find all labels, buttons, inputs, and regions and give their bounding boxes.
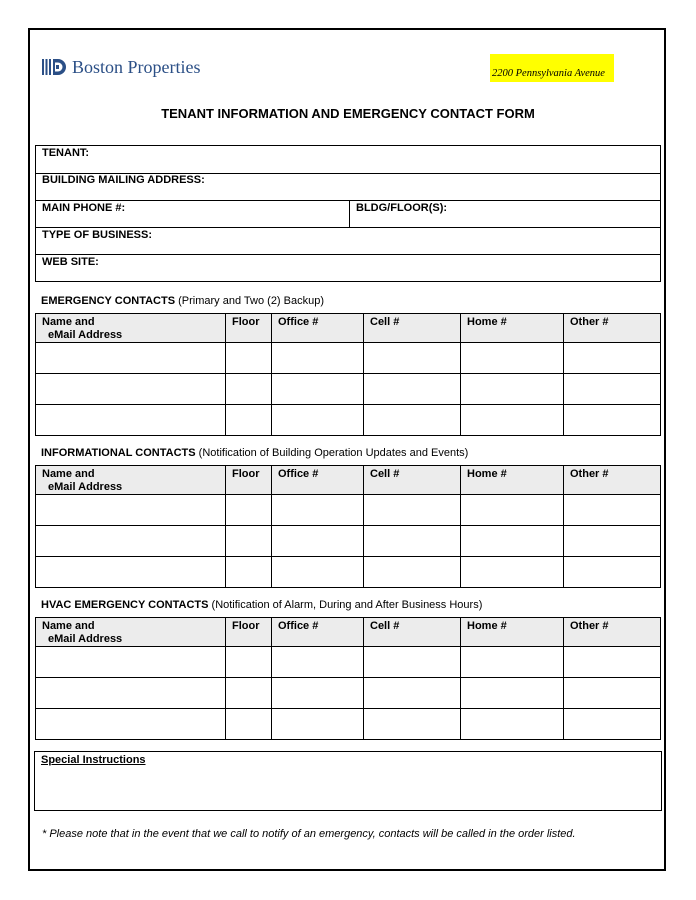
table-cell[interactable] [564, 374, 661, 405]
table-cell[interactable] [36, 709, 226, 740]
table-cell[interactable] [36, 343, 226, 374]
home-column-header: Home # [461, 618, 564, 647]
other-column-header: Other # [564, 314, 661, 343]
table-cell[interactable] [272, 678, 364, 709]
boston-properties-logo-icon [42, 58, 66, 76]
table-cell[interactable] [461, 374, 564, 405]
table-cell[interactable] [36, 405, 226, 436]
table-cell[interactable] [461, 343, 564, 374]
table-header-row [36, 618, 661, 647]
table-row [36, 343, 661, 374]
emergency-contacts-table [35, 313, 661, 436]
table-cell[interactable] [272, 526, 364, 557]
table-cell[interactable] [564, 678, 661, 709]
table-cell[interactable] [461, 526, 564, 557]
table-cell[interactable] [226, 709, 272, 740]
table-cell[interactable] [226, 678, 272, 709]
floor-column-header: Floor [226, 618, 272, 647]
table-cell[interactable] [272, 495, 364, 526]
divider [36, 254, 660, 255]
table-cell[interactable] [272, 343, 364, 374]
table-row [36, 526, 661, 557]
table-cell[interactable] [364, 526, 461, 557]
table-cell[interactable] [564, 709, 661, 740]
name-email-column-header: Name and eMail Address [36, 466, 226, 495]
divider [36, 200, 660, 201]
table-cell[interactable] [364, 557, 461, 588]
table-cell[interactable] [564, 647, 661, 678]
table-cell[interactable] [364, 647, 461, 678]
divider [36, 227, 660, 228]
footnote: * Please note that in the event that we call to notify of an emergency, contacts will be called in the order listed. [42, 828, 576, 840]
table-row [36, 678, 661, 709]
table-cell[interactable] [36, 526, 226, 557]
table-header-row [36, 314, 661, 343]
informational-contacts-table [35, 465, 661, 588]
building-mailing-address-field[interactable]: BUILDING MAILING ADDRESS: [42, 174, 205, 186]
table-cell[interactable] [564, 526, 661, 557]
table-cell[interactable] [272, 709, 364, 740]
table-cell[interactable] [272, 405, 364, 436]
name-email-column-header: Name and eMail Address [36, 618, 226, 647]
web-site-field[interactable]: WEB SITE: [42, 256, 99, 268]
floor-column-header: Floor [226, 466, 272, 495]
floor-column-header: Floor [226, 314, 272, 343]
tenant-info-box [35, 145, 661, 282]
table-cell[interactable] [564, 343, 661, 374]
table-row [36, 495, 661, 526]
table-cell[interactable] [36, 495, 226, 526]
table-cell[interactable] [272, 374, 364, 405]
table-cell[interactable] [226, 557, 272, 588]
table-cell[interactable] [461, 678, 564, 709]
table-cell[interactable] [226, 405, 272, 436]
other-column-header: Other # [564, 466, 661, 495]
table-cell[interactable] [364, 343, 461, 374]
table-cell[interactable] [226, 343, 272, 374]
special-instructions-box[interactable] [34, 751, 662, 811]
table-cell[interactable] [36, 557, 226, 588]
table-cell[interactable] [564, 557, 661, 588]
table-row [36, 709, 661, 740]
table-cell[interactable] [226, 647, 272, 678]
table-cell[interactable] [364, 709, 461, 740]
table-cell[interactable] [36, 374, 226, 405]
name-email-column-header: Name and eMail Address [36, 314, 226, 343]
type-of-business-field[interactable]: TYPE OF BUSINESS: [42, 229, 153, 241]
office-column-header: Office # [272, 466, 364, 495]
table-row [36, 557, 661, 588]
table-cell[interactable] [461, 557, 564, 588]
home-column-header: Home # [461, 466, 564, 495]
other-column-header: Other # [564, 618, 661, 647]
cell-column-header: Cell # [364, 314, 461, 343]
table-cell[interactable] [226, 526, 272, 557]
hvac-contacts-table [35, 617, 661, 740]
company-logo [42, 57, 201, 77]
office-column-header: Office # [272, 314, 364, 343]
table-cell[interactable] [226, 374, 272, 405]
home-column-header: Home # [461, 314, 564, 343]
divider [349, 200, 350, 227]
table-cell[interactable] [364, 495, 461, 526]
table-row [36, 405, 661, 436]
form-title: TENANT INFORMATION AND EMERGENCY CONTACT FORM [161, 106, 535, 121]
table-cell[interactable] [461, 709, 564, 740]
table-cell[interactable] [364, 374, 461, 405]
cell-column-header: Cell # [364, 618, 461, 647]
table-row [36, 374, 661, 405]
table-cell[interactable] [461, 405, 564, 436]
table-cell[interactable] [272, 647, 364, 678]
informational-contacts-heading: INFORMATIONAL CONTACTS (Notification of Building Operation Updates and Events) [41, 447, 469, 459]
emergency-contacts-heading: EMERGENCY CONTACTS (Primary and Two (2) Backup) [41, 295, 325, 307]
table-cell[interactable] [36, 647, 226, 678]
table-cell[interactable] [461, 647, 564, 678]
table-cell[interactable] [564, 495, 661, 526]
table-cell[interactable] [564, 405, 661, 436]
table-cell[interactable] [364, 405, 461, 436]
table-cell[interactable] [272, 557, 364, 588]
tenant-field[interactable]: TENANT: [42, 147, 90, 159]
main-phone-field[interactable]: MAIN PHONE #: [42, 202, 126, 214]
table-row [36, 647, 661, 678]
logo-text: Boston Properties [72, 56, 201, 77]
hvac-contacts-heading: HVAC EMERGENCY CONTACTS (Notification of Alarm, During and After Business Hours) [41, 599, 483, 611]
special-instructions-label: Special Instructions [41, 754, 146, 766]
table-header-row [36, 466, 661, 495]
bldg-floor-field[interactable]: BLDG/FLOOR(S): [356, 202, 448, 214]
table-cell[interactable] [226, 495, 272, 526]
office-column-header: Office # [272, 618, 364, 647]
building-address: 2200 Pennsylvania Avenue [490, 54, 614, 82]
table-cell[interactable] [461, 495, 564, 526]
cell-column-header: Cell # [364, 466, 461, 495]
table-cell[interactable] [364, 678, 461, 709]
table-cell[interactable] [36, 678, 226, 709]
